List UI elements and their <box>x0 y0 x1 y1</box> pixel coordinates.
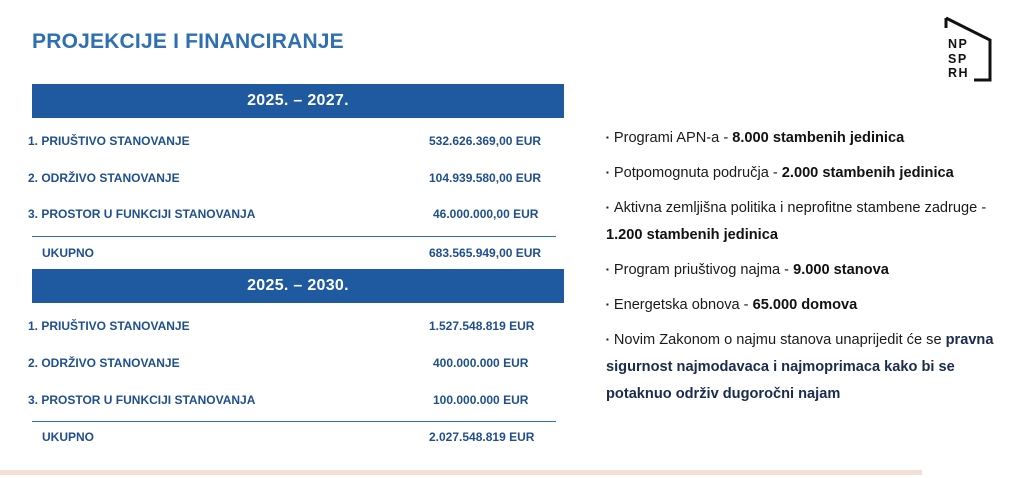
row-label: 2. ODRŽIVO STANOVANJE <box>28 171 180 185</box>
bullet-text: Novim Zakonom o najmu stanova unaprijedit će se <box>613 332 946 348</box>
logo-line-1: NP <box>948 37 969 51</box>
bullet-bold: 65.000 domova <box>752 297 858 313</box>
logo-line-2: SP <box>948 51 968 66</box>
row-amount: 400.000.000 EUR <box>433 356 529 370</box>
npsprh-logo <box>944 16 992 82</box>
table-row <box>28 393 560 413</box>
row-amount: 100.000.000 EUR <box>433 393 529 407</box>
square-bullet-icon: ▪ <box>606 265 609 274</box>
bullet-bold: 8.000 stambenih jedinica <box>732 130 905 146</box>
bullet-text: Energetska obnova - <box>613 297 753 313</box>
square-bullet-icon: ▪ <box>606 203 609 212</box>
bullet-text: Potpomognuta područja - <box>613 165 782 181</box>
bullet-bold: 1.200 stambenih jedinica <box>606 227 778 243</box>
table-row <box>28 319 560 339</box>
total-amount: 683.565.949,00 EUR <box>429 246 542 260</box>
bullet-bold: pravna sigurnost najmodavaca i najmoprimaca kako bi se potaknuo održiv dugoročni najam <box>606 332 994 402</box>
total-divider <box>32 236 556 237</box>
square-bullet-icon: ▪ <box>606 168 609 177</box>
bullet-bold: 2.000 stambenih jedinica <box>781 165 954 181</box>
table-row <box>28 356 560 376</box>
list-item <box>606 326 1006 408</box>
list-item <box>606 194 1006 249</box>
total-divider <box>32 421 556 422</box>
period-header-2025-2030: 2025. – 2030. <box>32 269 564 303</box>
list-item <box>606 291 1006 319</box>
bullet-list <box>606 124 1006 415</box>
footer-bar <box>0 470 922 475</box>
logo-text <box>948 37 969 81</box>
total-amount: 2.027.548.819 EUR <box>429 430 535 444</box>
logo-line-3: RH <box>948 66 970 80</box>
bullet-text: Program priuštivog najma - <box>613 262 794 278</box>
square-bullet-icon: ▪ <box>606 335 609 344</box>
period-header-2025-2027: 2025. – 2027. <box>32 84 564 118</box>
table-row <box>28 207 560 227</box>
bullet-bold: 9.000 stanova <box>793 262 889 278</box>
square-bullet-icon: ▪ <box>606 300 609 309</box>
total-label: UKUPNO <box>42 246 95 260</box>
square-bullet-icon: ▪ <box>606 133 609 142</box>
total-label: UKUPNO <box>42 430 95 444</box>
list-item <box>606 124 1006 152</box>
row-label: 2. ODRŽIVO STANOVANJE <box>28 356 180 370</box>
total-row <box>28 246 560 266</box>
row-amount: 532.626.369,00 EUR <box>429 134 542 148</box>
row-label: 3. PROSTOR U FUNKCIJI STANOVANJA <box>28 207 256 221</box>
row-label: 1. PRIUŠTIVO STANOVANJE <box>28 319 190 333</box>
row-amount: 46.000.000,00 EUR <box>433 207 539 221</box>
total-row <box>28 430 560 450</box>
row-label: 3. PROSTOR U FUNKCIJI STANOVANJA <box>28 393 256 407</box>
table-row <box>28 171 560 191</box>
table-row <box>28 134 560 154</box>
bullet-text: Programi APN-a - <box>613 130 733 146</box>
row-amount: 104.939.580,00 EUR <box>429 171 542 185</box>
row-amount: 1.527.548.819 EUR <box>429 319 535 333</box>
list-item <box>606 159 1006 187</box>
bullet-text: Aktivna zemljišna politika i neprofitne stambene zadruge - <box>613 200 987 216</box>
row-label: 1. PRIUŠTIVO STANOVANJE <box>28 134 190 148</box>
list-item <box>606 256 1006 284</box>
page-title: PROJEKCIJE I FINANCIRANJE <box>32 30 344 53</box>
